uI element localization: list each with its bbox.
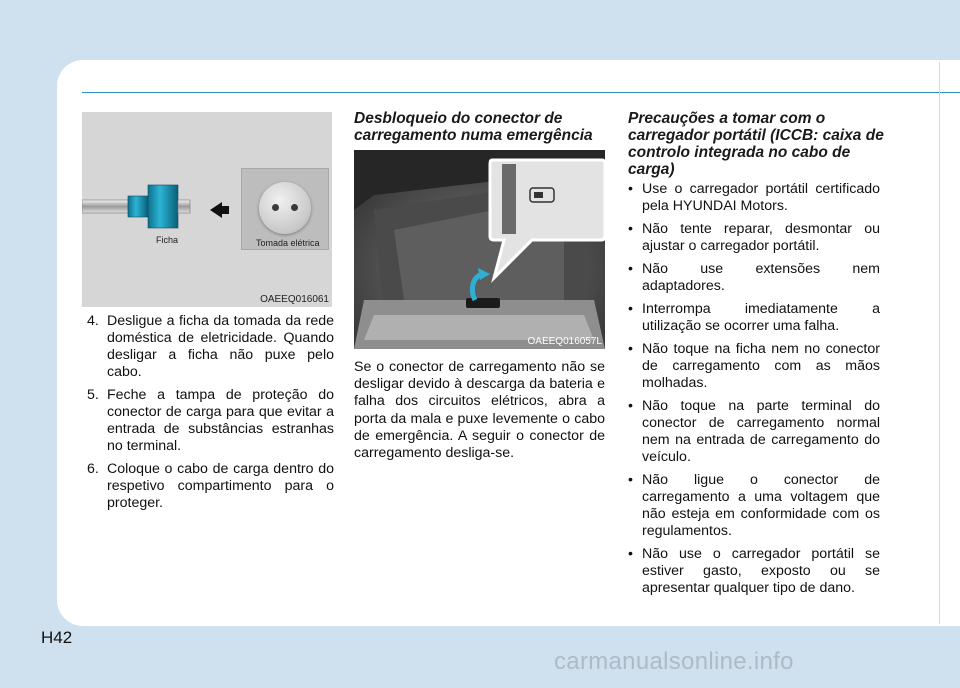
list-item: 6. Coloque o cabo de carga dentro do respetivo compartimento para o proteger. — [87, 461, 334, 511]
list-item: • Não use o carregador portátil se estiver gasto, exposto ou se apresentar qualquer tipo de dano. — [628, 546, 880, 596]
list-item: 5. Feche a tampa de proteção do conector de carga para que evitar a entrada de substâncias estranhas no terminal. — [87, 387, 334, 454]
socket-box — [241, 168, 329, 250]
section-heading-precautions: Precauções a tomar com o carregador portátil (ICCB: caixa de controlo integrada no cabo de carga) — [628, 110, 884, 178]
wall-socket-icon — [259, 182, 311, 234]
list-item: • Interrompa imediatamente a utilização se ocorrer uma falha. — [628, 301, 880, 334]
figure2-code: OAEEQ016057L — [527, 336, 602, 347]
paragraph-emergency: Se o conector de carregamento não se desligar devido à descarga da bateria e falha dos circuitos elétricos, abra a porta da mala e puxe levemente o cabo de emergência. A seguir o conector de carregamento desliga-se. — [354, 359, 605, 462]
figure-plug-socket — [82, 112, 332, 307]
list-item: 4. Desligue a ficha da tomada da rede doméstica de eletricidade. Quando desligar a ficha não puxe pelo cabo. — [87, 313, 334, 380]
figure-trunk-emergency-cable — [354, 150, 605, 349]
page-number: H42 — [41, 628, 73, 647]
plug-illustration — [82, 112, 242, 307]
right-margin-line — [939, 62, 940, 624]
trunk-illustration — [354, 150, 605, 349]
header-rule — [82, 92, 960, 93]
section-heading-emergency: Desbloqueio do conector de carregamento numa emergência — [354, 110, 593, 144]
label-socket: Tomada elétrica — [256, 238, 320, 248]
list-item: • Não toque na parte terminal do conector de carregamento normal nem na entrada de carregamento do veículo. — [628, 398, 880, 465]
steps-list — [82, 313, 334, 518]
label-plug: Ficha — [156, 235, 179, 245]
precautions-list — [628, 181, 880, 603]
list-item: • Não use extensões nem adaptadores. — [628, 261, 880, 294]
list-item: • Não toque na ficha nem no conector de carregamento com as mãos molhadas. — [628, 341, 880, 391]
figure1-code: OAEEQ016061 — [260, 294, 329, 305]
watermark: carmanualsonline.info — [554, 648, 794, 675]
list-item: • Use o carregador portátil certificado pela HYUNDAI Motors. — [628, 181, 880, 214]
list-item: • Não ligue o conector de carregamento a uma voltagem que não esteja em conformidade com os regulamentos. — [628, 472, 880, 539]
list-item: • Não tente reparar, desmontar ou ajustar o carregador portátil. — [628, 221, 880, 254]
